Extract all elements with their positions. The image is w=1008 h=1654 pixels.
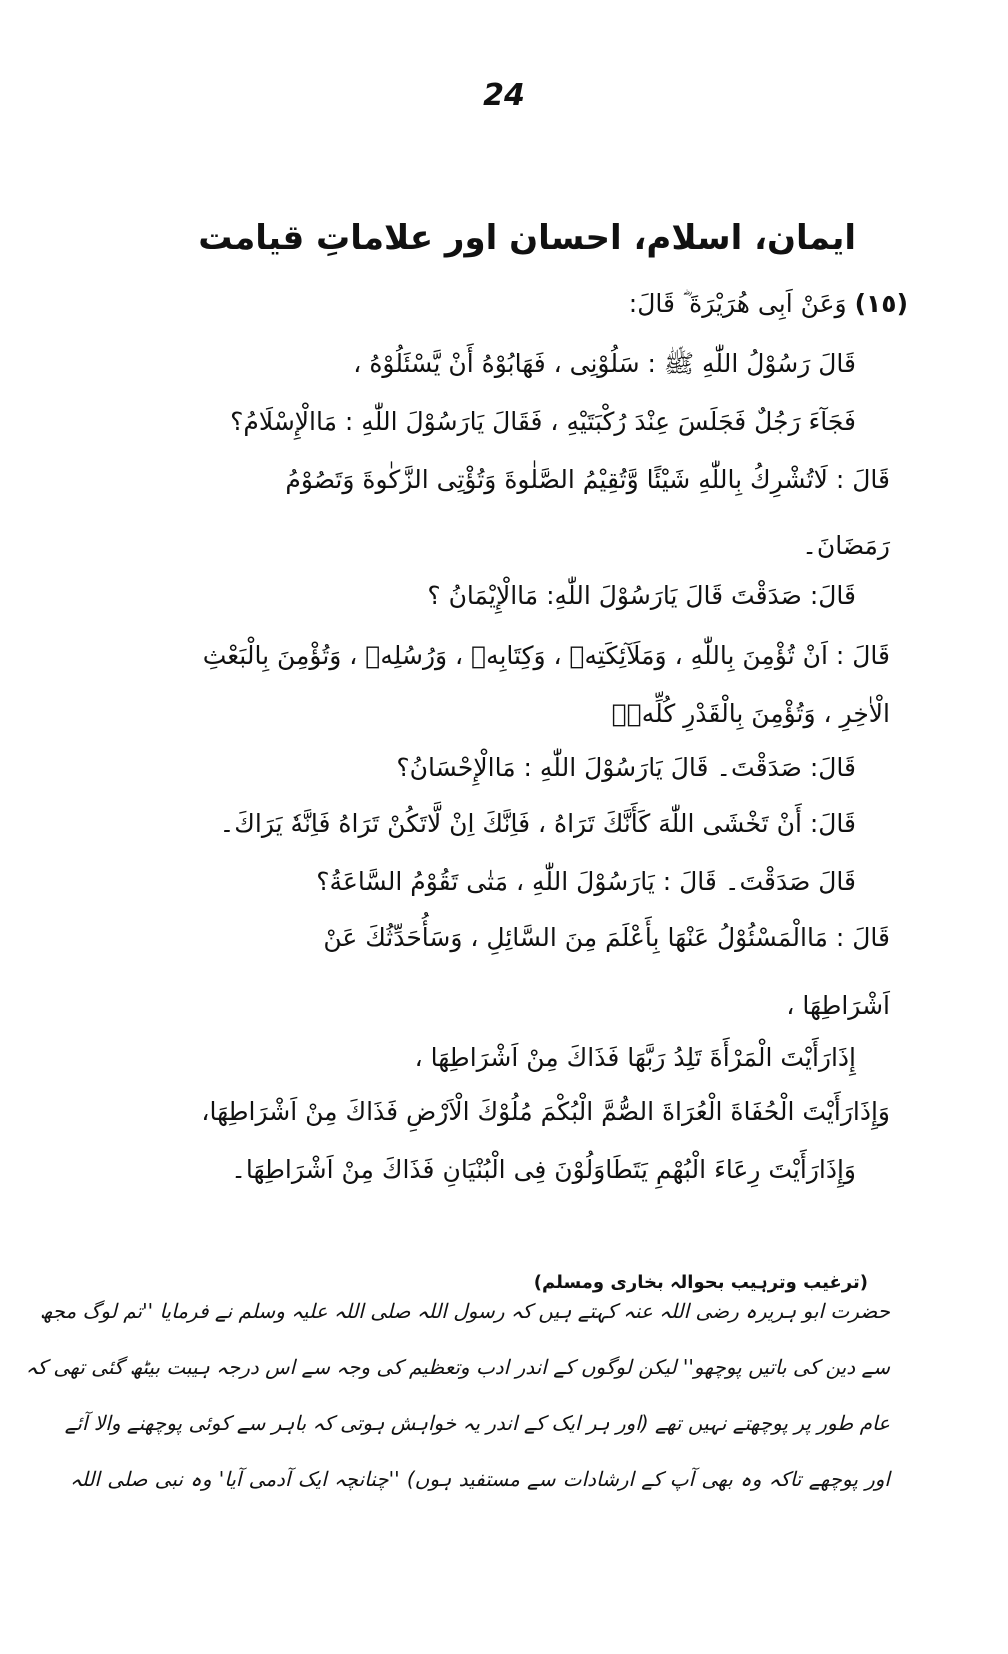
- hadith-opening-line: [88, 284, 908, 324]
- hadith-line: إِذَارَأَیْتَ الْمَرْأَةَ تَلِدُ رَبَّهَا فَذَاكَ مِنْ اَشْرَاطِهَا ،: [414, 1043, 856, 1072]
- citation: (ترغیب وترہیب بحوالہ بخاری ومسلم): [533, 1272, 868, 1293]
- hadith-line: قَالَ: صَدَقْتَ۔ قَالَ یَارَسُوْلَ اللّٰهِ : مَاالْإِحْسَانُ؟: [396, 753, 856, 782]
- translation-line: حضرت ابو ہریرہ رضی اللہ عنہ کہتے ہیں کہ رسول اللہ صلی اللہ علیہ وسلم نے فرمایا ''تم لوگ مجھ: [39, 1299, 890, 1323]
- translation-line: عام طور پر پوچھتے نہیں تھے (اور ہر ایک کے اندر یہ خواہش ہوتی کہ باہر سے کوئی پوچھنے والا آئے: [64, 1411, 890, 1435]
- page-number: 24: [483, 78, 525, 113]
- translation-line: سے دین کی باتیں پوچھو'' لیکن لوگوں کے اندر ادب وتعظیم کی وجہ سے اس درجہ ہیبت بیٹھ گئی تھی کہ: [25, 1355, 890, 1379]
- hadith-line: قَالَ : مَاالْمَسْئُوْلُ عَنْهَا بِأَعْلَمَ مِنَ السَّائِلِ ، وَسَأُحَدِّثُكَ عَنْ: [323, 923, 890, 952]
- hadith-line: قَالَ: صَدَقْتَ قَالَ یَارَسُوْلَ اللّٰهِ: مَاالْإِیْمَانُ ؟: [427, 581, 856, 610]
- hadith-line: اَشْرَاطِهَا ،: [786, 991, 890, 1020]
- hadith-line: رَمَضَانَ۔: [802, 531, 890, 560]
- hadith-line: قَالَ صَدَقْتَ۔ قَالَ : یَارَسُوْلَ اللّٰهِ ، مَتٰى تَقُوْمُ السَّاعَةُ؟: [316, 867, 856, 896]
- hadith-line: فَجَآءَ رَجُلٌ فَجَلَسَ عِنْدَ رُكْبَتَیْهِ ، فَقَالَ یَارَسُوْلَ اللّٰهِ : مَاالْإِسْلَامُ؟: [230, 407, 856, 436]
- hadith-line: قَالَ: أَنْ تَخْشَى اللّٰهَ كَأَنَّكَ تَرَاهُ ، فَاِنَّكَ اِنْ لَّاتَكُنْ تَرَاهُ فَاِنَّهٗ یَرَاكَ۔: [219, 809, 856, 838]
- hadith-line: الْاٰخِرِ ، وَتُؤْمِنَ بِالْقَدْرِ كُلِّهٖ۔: [611, 699, 890, 728]
- hadith-number: (١٥): [854, 289, 908, 318]
- hadith-opening: وَعَنْ اَبِی هُرَیْرَةَ ؓ قَالَ:: [628, 289, 847, 318]
- hadith-line: قَالَ رَسُوْلُ اللّٰهِ ﷺ : سَلُوْنِی ، فَهَابُوْهُ أَنْ یَّسْئَلُوْهُ ،: [353, 349, 856, 378]
- hadith-line: قَالَ : اَنْ تُؤْمِنَ بِاللّٰهِ ، وَمَلَآئِكَتِهٖ ، وَكِتَابِهٖ ، وَرُسُلِهٖ ، وَتُؤْمِنَ بِالْبَعْثِ: [202, 641, 890, 670]
- hadith-line: قَالَ : لَاتُشْرِكُ بِاللّٰهِ شَیْئًا وَّتُقِیْمُ الصَّلٰوةَ وَتُؤْتِی الزَّكٰوةَ وَتَصُوْمُ: [285, 465, 890, 494]
- translation-line: اور پوچھے تاکہ وہ بھی آپ کے ارشادات سے مستفید ہوں) ''چنانچہ ایک آدمی آیا' وہ نبی صلی اللہ: [70, 1467, 890, 1491]
- hadith-line: وَإِذَارَأَیْتَ الْحُفَاةَ الْعُرَاةَ الصُّمَّ الْبُكْمَ مُلُوْكَ الْاَرْضِ فَذَاكَ مِنْ اَشْرَاطِهَا،: [201, 1097, 890, 1126]
- hadith-line: وَإِذَارَأَیْتَ رِعَاءَ الْبُهْمِ یَتَطَاوَلُوْنَ فِی الْبُنْیَانِ فَذَاكَ مِنْ اَشْرَاطِهَا۔: [231, 1155, 856, 1184]
- section-title: ایمان، اسلام، احسان اور علاماتِ قیامت: [198, 218, 856, 258]
